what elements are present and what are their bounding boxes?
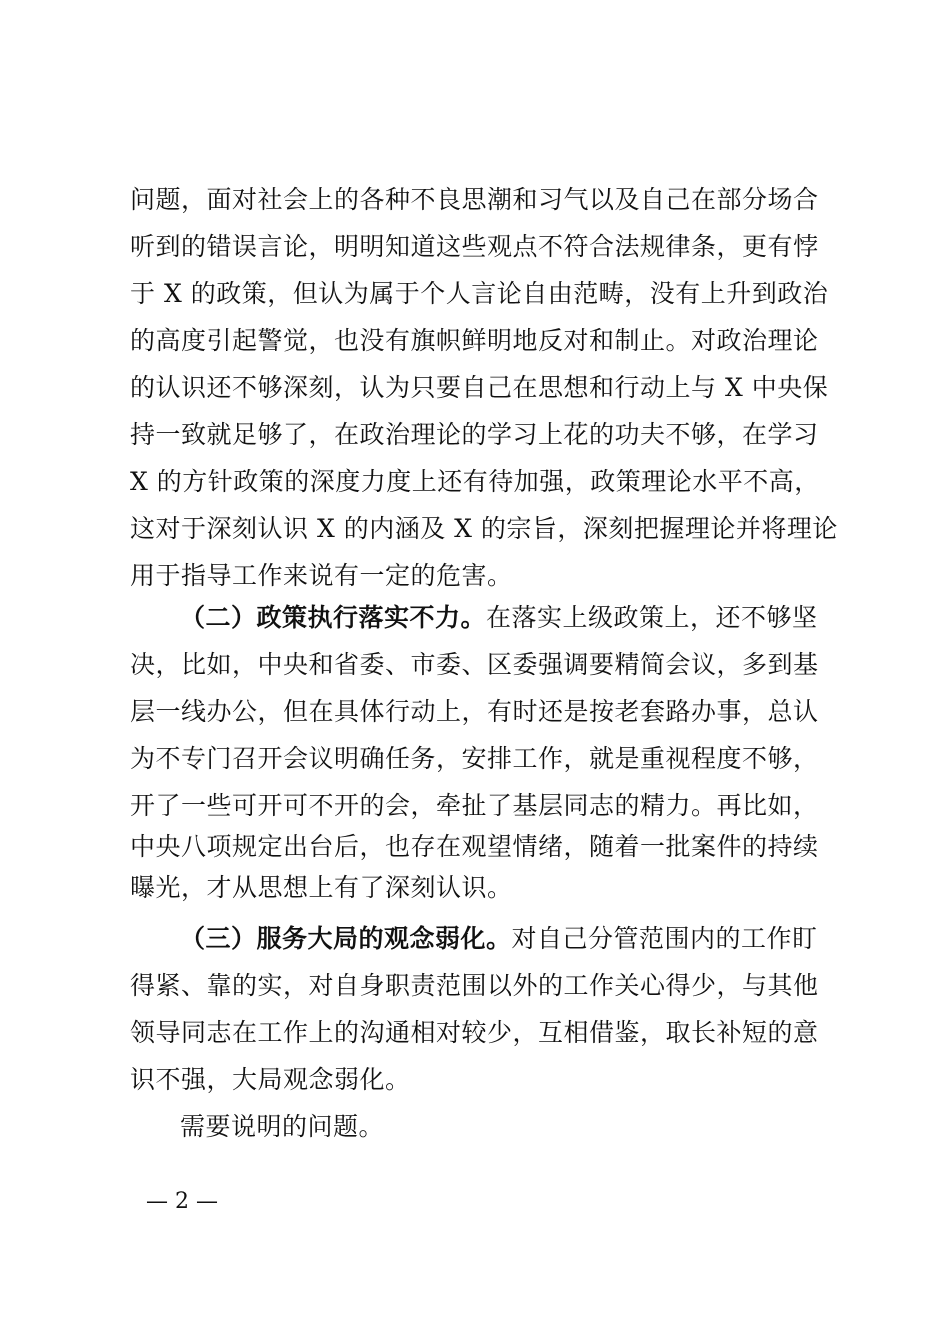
- page-number: — 2 —: [146, 1189, 218, 1214]
- section-heading-3: （三）服务大局的观念弱化。: [180, 924, 512, 953]
- paragraph-1-line: 问题，面对社会上的各种不良思潮和习气以及自己在部分场合: [130, 185, 819, 214]
- paragraph-2-line: 为不专门召开会议明确任务，安排工作，就是重视程度不够，: [130, 744, 819, 773]
- paragraph-1-line: 用于指导工作来说有一定的危害。: [130, 561, 513, 590]
- section-heading-2: （二）政策执行落实不力。: [180, 603, 487, 632]
- paragraph-4-line: 需要说明的问题。: [180, 1112, 385, 1141]
- paragraph-1-line: 持一致就足够了，在政治理论的学习上花的功夫不够，在学习: [130, 420, 819, 449]
- paragraph-3-line: 得紧、靠的实，对自身职责范围以外的工作关心得少，与其他: [130, 971, 819, 1000]
- paragraph-1-line: 听到的错误言论，明明知道这些观点不符合法规律条，更有悖: [130, 232, 819, 261]
- paragraph-2-line: 决，比如，中央和省委、市委、区委强调要精简会议，多到基: [130, 650, 819, 679]
- paragraph-3-line: 领导同志在工作上的沟通相对较少，互相借鉴，取长补短的意: [130, 1018, 819, 1047]
- paragraph-2-line: 开了一些可开可不开的会，牵扯了基层同志的精力。再比如，: [130, 791, 819, 820]
- paragraph-2-text: 在落实上级政策上，还不够坚: [486, 603, 818, 632]
- paragraph-2-line: 曝光，才从思想上有了深刻认识。: [130, 873, 513, 902]
- paragraph-1-line: 的高度引起警觉，也没有旗帜鲜明地反对和制止。对政治理论: [130, 326, 819, 355]
- paragraph-1-line: X 的方针政策的深度力度上还有待加强，政策理论水平不高，: [130, 467, 820, 496]
- paragraph-3-first-line: [180, 919, 830, 959]
- paragraph-3-line: 识不强，大局观念弱化。: [130, 1065, 411, 1094]
- paragraph-1-line: 这对于深刻认识 X 的内涵及 X 的宗旨，深刻把握理论并将理论: [130, 514, 838, 543]
- paragraph-2-first-line: [180, 598, 830, 638]
- paragraph-1-line: 于 X 的政策，但认为属于个人言论自由范畴，没有上升到政治: [130, 279, 829, 308]
- paragraph-2-line: 层一线办公，但在具体行动上，有时还是按老套路办事，总认: [130, 697, 819, 726]
- paragraph-1-line: 的认识还不够深刻，认为只要自己在思想和行动上与 X 中央保: [130, 373, 829, 402]
- paragraph-3-text: 对自己分管范围内的工作盯: [511, 924, 818, 953]
- paragraph-2-line: 中央八项规定出台后，也存在观望情绪，随着一批案件的持续: [130, 832, 819, 861]
